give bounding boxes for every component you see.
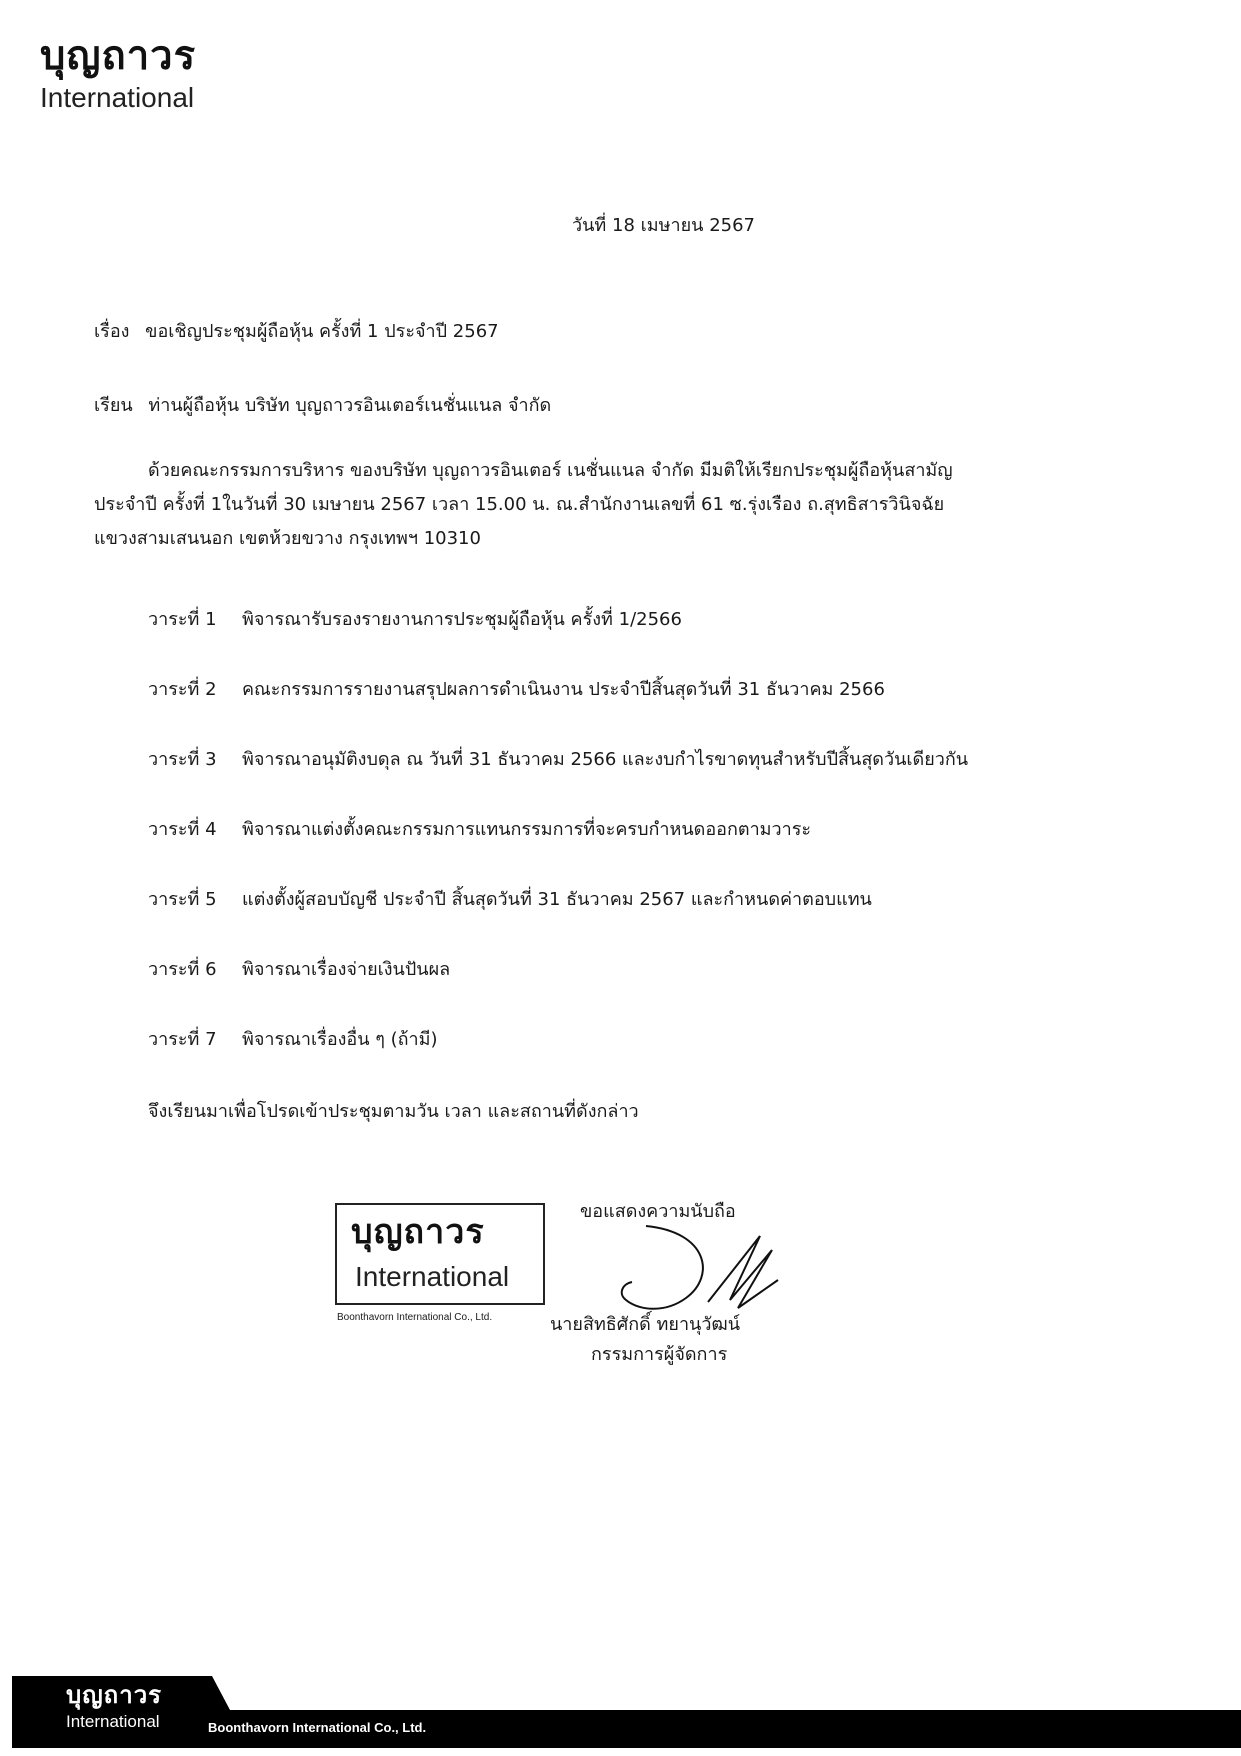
agenda-number: วาระที่ 7 (148, 1029, 217, 1050)
footer-band (12, 1676, 1241, 1748)
subject-text: ขอเชิญประชุมผู้ถือหุ้น ครั้งที่ 1 ประจำปี 2567 (145, 321, 499, 342)
footer-logo-thai: บุญถาวร (66, 1681, 163, 1709)
agenda-item-1 (148, 604, 682, 633)
agenda-item-2 (148, 674, 885, 703)
closing-line: จึงเรียนมาเพื่อโปรดเข้าประชุมตามวัน เวลา และสถานที่ดังกล่าว (148, 1101, 639, 1122)
footer-logo-english: International (66, 1712, 160, 1731)
body-line-3: แขวงสามเสนนอก เขตห้วยขวาง กรุงเทพฯ 10310 (94, 528, 481, 549)
body-line-2: ประจำปี ครั้งที่ 1ในวันที่ 30 เมษายน 2567 เวลา 15.00 น. ณ.สำนักงานเลขที่ 61 ซ.รุ่งเรือง ถ.สุทธิสารวินิจฉัย (94, 494, 945, 515)
recipient-label: เรียน (94, 395, 133, 416)
stamp-logo-thai: บุญถาวร (351, 1212, 485, 1252)
agenda-text: พิจารณาเรื่องอื่น ๆ (ถ้ามี) (242, 1029, 438, 1050)
agenda-item-3 (148, 744, 968, 773)
company-stamp (335, 1203, 545, 1305)
signer-title: กรรมการผู้จัดการ (591, 1344, 728, 1365)
header-logo-thai: บุญถาวร (40, 33, 197, 79)
header-logo-english: International (40, 82, 195, 113)
agenda-text: พิจารณาอนุมัติงบดุล ณ วันที่ 31 ธันวาคม 2566 และงบกำไรขาดทุนสำหรับปีสิ้นสุดวันเดียวกัน (242, 749, 969, 770)
regards-text: ขอแสดงความนับถือ (580, 1201, 736, 1222)
agenda-number: วาระที่ 5 (148, 889, 217, 910)
recipient-text: ท่านผู้ถือหุ้น บริษัท บุญถาวรอินเตอร์เนชั่นแนล จำกัด (148, 395, 552, 416)
agenda-number: วาระที่ 6 (148, 959, 217, 980)
agenda-text: พิจารณาเรื่องจ่ายเงินปันผล (242, 959, 451, 980)
agenda-text: แต่งตั้งผู้สอบบัญชี ประจำปี สิ้นสุดวันที่ 31 ธันวาคม 2567 และกำหนดค่าตอบแทน (242, 889, 872, 910)
signer-name: นายสิทธิศักดิ์ ทยานุวัฒน์ (550, 1314, 741, 1335)
agenda-item-5 (148, 884, 872, 913)
body-paragraph (94, 454, 1094, 556)
letter-date: วันที่ 18 เมษายน 2567 (572, 215, 755, 236)
stamp-logo-english: International (355, 1261, 510, 1292)
body-line-1: ด้วยคณะกรรมการบริหาร ของบริษัท บุญถาวรอินเตอร์ เนชั่นแนล จำกัด มีมติให้เรียกประชุมผู้ถือหุ้นสามัญ (148, 460, 953, 481)
agenda-text: พิจารณาแต่งตั้งคณะกรรมการแทนกรรมการที่จะครบกำหนดออกตามวาระ (242, 819, 812, 840)
footer-company-name: Boonthavorn International Co., Ltd. (208, 1720, 427, 1735)
agenda-number: วาระที่ 3 (148, 749, 217, 770)
subject-line (94, 320, 499, 344)
subject-label: เรื่อง (94, 321, 130, 342)
agenda-text: พิจารณารับรองรายงานการประชุมผู้ถือหุ้น ครั้งที่ 1/2566 (242, 609, 682, 630)
stamp-company-caption: Boonthavorn International Co., Ltd. (337, 1312, 493, 1323)
agenda-item-7 (148, 1024, 438, 1053)
agenda-text: คณะกรรมการรายงานสรุปผลการดำเนินงาน ประจำปีสิ้นสุดวันที่ 31 ธันวาคม 2566 (242, 679, 885, 700)
recipient-line (94, 394, 551, 418)
agenda-number: วาระที่ 2 (148, 679, 217, 700)
agenda-number: วาระที่ 4 (148, 819, 217, 840)
agenda-item-6 (148, 954, 450, 983)
agenda-item-4 (148, 814, 811, 843)
handwritten-signature (588, 1210, 788, 1320)
agenda-number: วาระที่ 1 (148, 609, 217, 630)
